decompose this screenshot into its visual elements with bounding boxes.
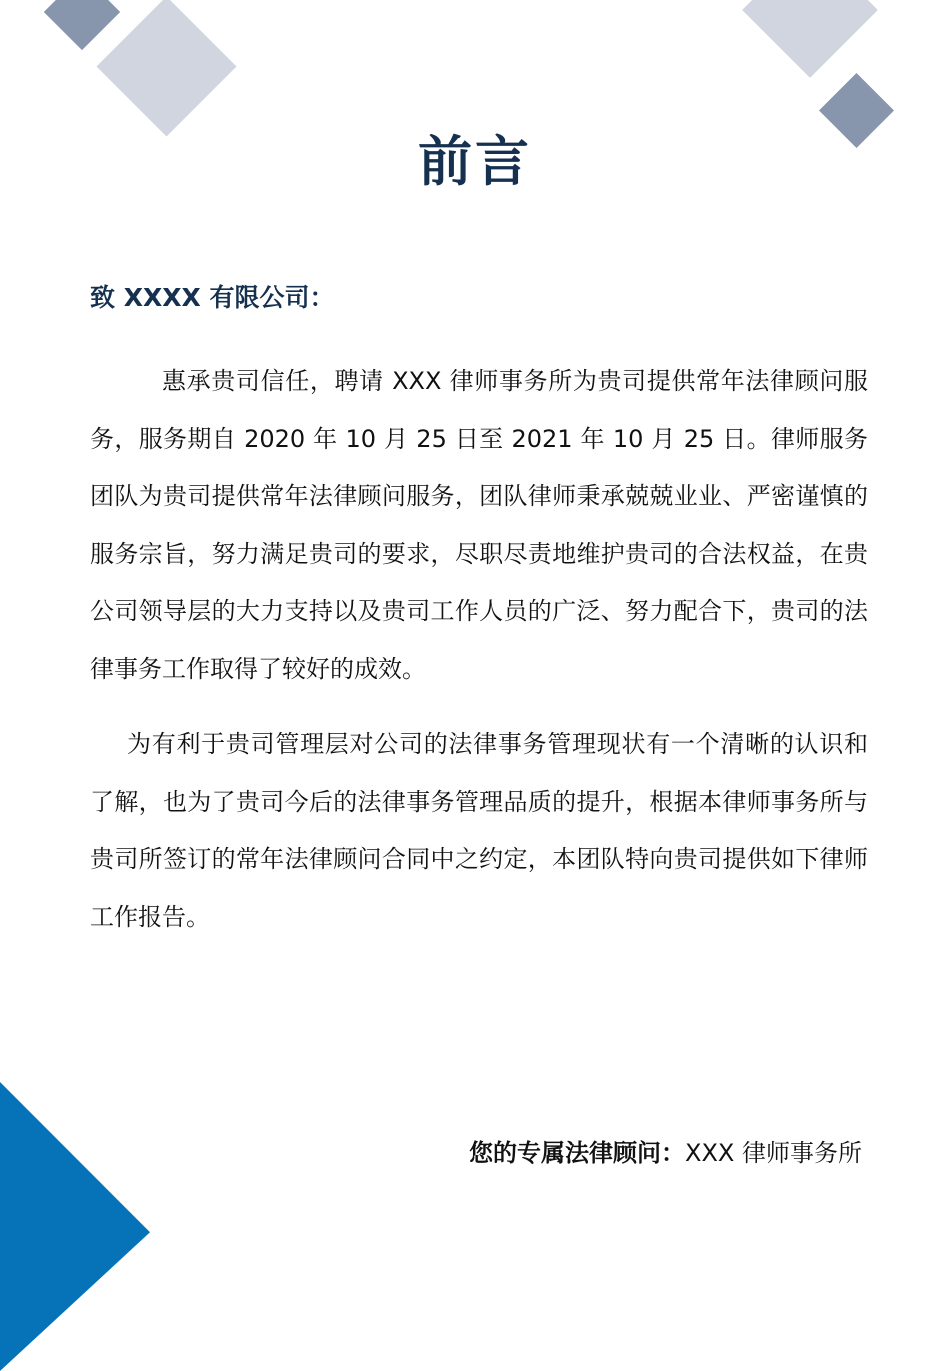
signature-value: XXX 律师事务所 bbox=[685, 1139, 862, 1167]
body-paragraph-1: 惠承贵司信任，聘请 XXX 律师事务所为贵司提供常年法律顾问服务，服务期自 2020 年 10 月 25 日至 2021 年 10 月 25 日。律师服务团队为贵司提供常年法律顾问服务，团队律师秉承兢兢业业、严密谨慎的服务宗旨，努力满足贵司的要求，尽职尽责地维护贵司的合法权益，在贵公司领导层的大力支持以及贵司工作人员的广泛、努力配合下，贵司的法律事务工作取得了较好的成效。 bbox=[90, 367, 868, 683]
top-right-light-diamond bbox=[742, 0, 878, 78]
page-title: 前言 bbox=[418, 130, 532, 193]
signature-line bbox=[469, 1135, 862, 1171]
bottom-left-blue-triangle bbox=[0, 1082, 150, 1371]
top-left-light-diamond bbox=[96, 0, 236, 137]
top-left-dark-diamond bbox=[44, 0, 120, 50]
addressee-line: 致 XXXX 有限公司： bbox=[90, 283, 335, 312]
signature-label: 您的专属法律顾问： bbox=[469, 1139, 686, 1167]
body-paragraph-2: 为有利于贵司管理层对公司的法律事务管理现状有一个清晰的认识和了解，也为了贵司今后的法律事务管理品质的提升，根据本律师事务所与贵司所签订的常年法律顾问合同中之约定，本团队特向贵司提供如下律师工作报告。 bbox=[90, 730, 868, 931]
